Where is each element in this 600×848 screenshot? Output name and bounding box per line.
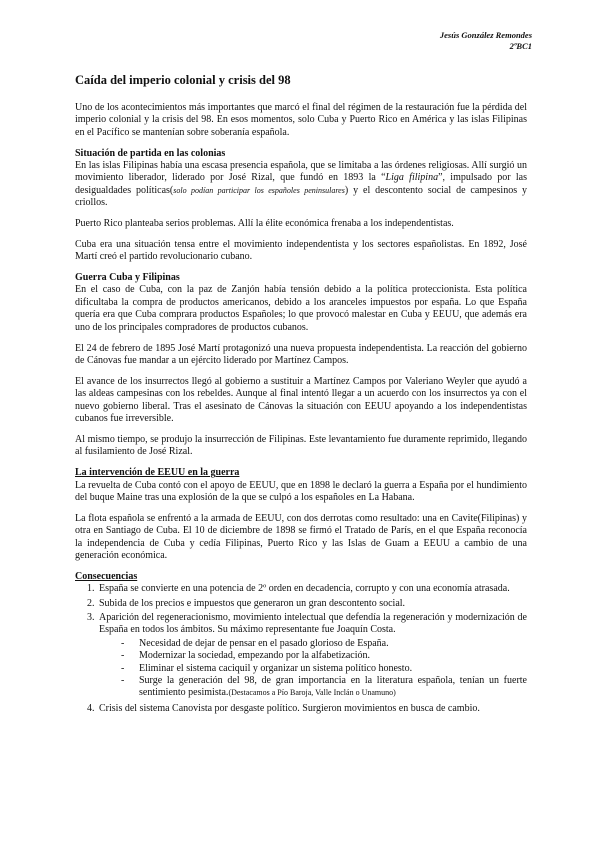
eeuu-paragraph-1: La revuelta de Cuba contó con el apoyo de EEUU, que en 1898 le declaró la guerra a España por el hundimiento del buque Maine tras una explosión de la que se culpó a los españoles en La Habana. xyxy=(75,479,527,503)
sub-list-item: - Modernizar la sociedad, empezando por la alfabetización. xyxy=(121,650,527,662)
list-item: 2. Subida de los precios e impuestos que generaron un gran descontento social. xyxy=(97,598,527,610)
sub-list-item: - Surge la generación del 98, de gran importancia en la literatura española, tenían un fuerte sentimiento pesimista.(Destacamos a Pío Baroja, Valle Inclán o Unamuno) xyxy=(121,675,527,700)
author-name: Jesús González Remondes xyxy=(439,30,532,40)
peninsulares-note: solo podían participar los españoles peninsulares xyxy=(173,185,345,195)
liga-filipina-text: Liga filipina xyxy=(385,172,439,184)
cuba-paragraph: Cuba era una situación tensa entre el movimiento independentista y los sectores españolistas. En 1892, José Martí creó el partido revolucionario cubano. xyxy=(75,238,527,263)
puerto-rico-paragraph: Puerto Rico planteaba serios problemas. Allí la élite económica frenaba a los independentistas. xyxy=(75,218,454,230)
eeuu-paragraph-2: La flota española se enfrentó a la armada de EEUU, con dos derrotas como resultado: una en Cavite(Filipinas) y otra en Santiago de Cuba. El 10 de diciembre de 1898 se firmó el Tratado de París, en el que España reconocía la independencia de Cuba y cedía Filipinas, Puerto Rico y las Islas de Guam a EEUU a cambio de una generación económica. xyxy=(75,512,527,562)
section-colonias-heading: Situación de partida en las colonias xyxy=(75,147,226,159)
list-item: 3. Aparición del regeneracionismo, movimiento intelectual que defendía la regeneración y modernización de España en todos los ámbitos. Su máximo representante fue Joaquín Costa. - Necesidad de dejar de pensar en el pasado glorioso de España. - Modernizar la sociedad, empezando por la alfabetización. - Eliminar el sistema caciquil y organizar un sistema político honesto. - Surge la generación del 98, de gran importancia en la literatura española, tenían un fuerte sentimiento pesimista.(Destacamos a Pío Baroja, Valle Inclán o Unamuno) xyxy=(97,612,527,700)
intro-paragraph: Uno de los acontecimientos más importantes que marcó el final del régimen de la restauración fue la pérdida del imperio colonial y la crisis del 98. En esos momentos, solo Cuba y Puerto Rico en América y las islas Filipinas en el Pacífico se mantenían sobre soberanía española. xyxy=(75,102,527,138)
sub-list-item: - Eliminar el sistema caciquil y organizar un sistema político honesto. xyxy=(121,663,527,675)
course-label: 2ºBC1 xyxy=(509,41,532,51)
guerra-paragraph-3: El avance de los insurrectos llegó al gobierno a sustituir a Martínez Campos por Valeriano Weyler que ayudó a las aldeas campesinas con los rebeldes. Aunque al final intentó llegar a un acuerdo con los insurrectos ya con el nuevo gobierno liberal. Tras el asesinato de Cánovas la situación con EEUU apoyando a los independentistas cubanos fue irreversible. xyxy=(75,375,527,425)
consecuencias-list xyxy=(75,583,527,715)
guerra-paragraph-2: El 24 de febrero de 1895 José Martí protagonizó una nueva propuesta independentista. La reacción del gobierno de Cánovas fue mandar a un ejército liderado por Martínez Campos. xyxy=(75,342,527,366)
section-consecuencias-heading: Consecuencias xyxy=(75,570,138,582)
list-item: 4. Crisis del sistema Canovista por desgaste político. Surgieron movimientos en busca de cambio. xyxy=(97,703,527,715)
document-title: Caída del imperio colonial y crisis del 98 xyxy=(75,73,291,87)
guerra-paragraph-1: En el caso de Cuba, con la paz de Zanjón había tensión debido a la política proteccionista. Esta política dificultaba la compra de productos americanos, debido a los aranceles impuestos por españa. Lo que España quería era que Cuba comprara productos Españoles; lo que provocó malestar en Cuba y EEUU, que además era uno de los principales compradores de productos cubanos. xyxy=(75,284,527,333)
document-body xyxy=(75,73,527,717)
author-block xyxy=(440,30,532,52)
autores-note: (Destacamos a Pío Baroja, Valle Inclán o Unamuno) xyxy=(228,688,396,698)
section-guerra-heading: Guerra Cuba y Filipinas xyxy=(75,272,180,284)
guerra-paragraph-4: Al mismo tiempo, se produjo la insurrección de Filipinas. Este levantamiento fue duramente reprimido, llegando al fusilamiento de José Rizal. xyxy=(75,434,527,458)
sub-list-item: - Necesidad de dejar de pensar en el pasado glorioso de España. xyxy=(121,638,527,650)
list-item: 1. España se convierte en una potencia de 2º orden en decadencia, corrupto y con una economía atrasada. xyxy=(97,583,527,595)
filipinas-paragraph: En las islas Filipinas había una escasa presencia española, que se limitaba a las órdenes religiosas. Allí surgió un movimiento liberador, liderado por José Rizal, que fundó en 1893 la “Liga filipina”, impulsado por las desigualdades políticas(solo podían participar los españoles peninsulares) y el descontento social de campesinos y criollos. xyxy=(75,159,528,209)
section-eeuu-heading: La intervención de EEUU en la guerra xyxy=(75,467,240,479)
regeneracionismo-sublist xyxy=(99,638,527,700)
